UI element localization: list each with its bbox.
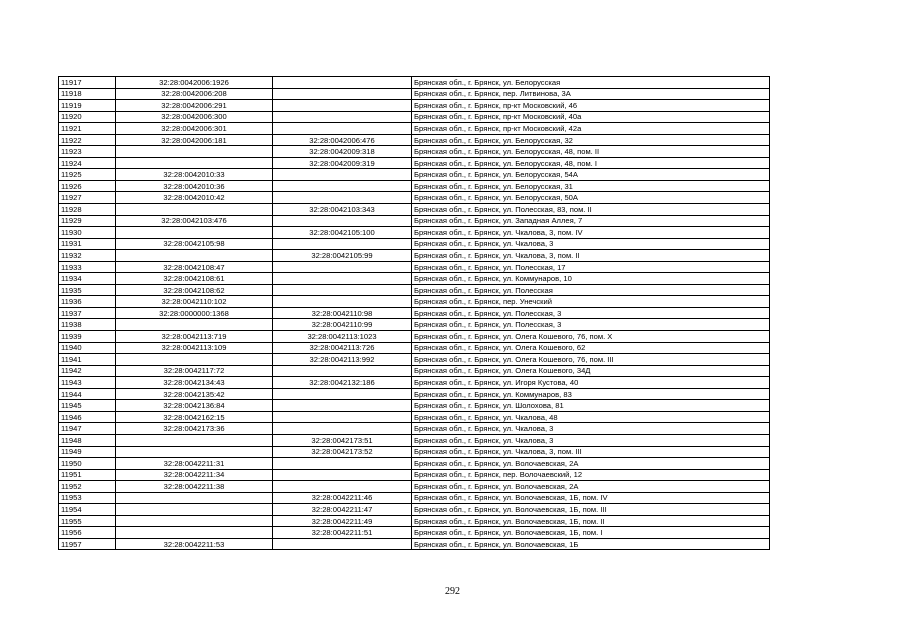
record-number-cell: 11942 <box>59 365 116 377</box>
table-row <box>59 100 770 112</box>
related-cadastral-number-cell: 32:28:0042006:476 <box>273 134 412 146</box>
cadastral-number-cell: 32:28:0042006:1926 <box>116 77 273 89</box>
cadastral-number-cell: 32:28:0042006:181 <box>116 134 273 146</box>
record-number-cell: 11926 <box>59 180 116 192</box>
address-cell: Брянская обл., г. Брянск, ул. Белорусская, 32 <box>412 134 770 146</box>
related-cadastral-number-cell <box>273 77 412 89</box>
cadastral-number-cell: 32:28:0042108:62 <box>116 284 273 296</box>
related-cadastral-number-cell <box>273 296 412 308</box>
address-cell: Брянская обл., г. Брянск, ул. Полесская, 3 <box>412 319 770 331</box>
related-cadastral-number-cell: 32:28:0042132:186 <box>273 377 412 389</box>
table-row <box>59 111 770 123</box>
cadastral-number-cell <box>116 515 273 527</box>
record-number-cell: 11945 <box>59 400 116 412</box>
table-row <box>59 261 770 273</box>
address-cell: Брянская обл., г. Брянск, ул. Чкалова, 3, пом. III <box>412 446 770 458</box>
cadastral-number-cell: 32:28:0042162:15 <box>116 411 273 423</box>
related-cadastral-number-cell: 32:28:0042211:46 <box>273 492 412 504</box>
record-number-cell: 11946 <box>59 411 116 423</box>
cadastral-number-cell <box>116 504 273 516</box>
related-cadastral-number-cell <box>273 365 412 377</box>
table-row <box>59 434 770 446</box>
related-cadastral-number-cell: 32:28:0042105:99 <box>273 250 412 262</box>
address-cell: Брянская обл., г. Брянск, ул. Олега Кошевого, 76, пом. III <box>412 354 770 366</box>
cadastral-number-cell <box>116 527 273 539</box>
record-number-cell: 11940 <box>59 342 116 354</box>
related-cadastral-number-cell: 32:28:0042173:51 <box>273 434 412 446</box>
table-row <box>59 481 770 493</box>
cadastral-number-cell <box>116 227 273 239</box>
table-row <box>59 157 770 169</box>
address-cell: Брянская обл., г. Брянск, ул. Коммунаров, 83 <box>412 388 770 400</box>
record-number-cell: 11948 <box>59 434 116 446</box>
table-row <box>59 365 770 377</box>
table-row <box>59 238 770 250</box>
related-cadastral-number-cell <box>273 261 412 273</box>
related-cadastral-number-cell <box>273 88 412 100</box>
cadastral-number-cell <box>116 157 273 169</box>
record-number-cell: 11936 <box>59 296 116 308</box>
related-cadastral-number-cell <box>273 411 412 423</box>
address-cell: Брянская обл., г. Брянск, ул. Чкалова, 48 <box>412 411 770 423</box>
related-cadastral-number-cell <box>273 123 412 135</box>
cadastral-number-cell <box>116 319 273 331</box>
cadastral-number-cell <box>116 250 273 262</box>
address-cell: Брянская обл., г. Брянск, ул. Полесская, 83, пом. II <box>412 204 770 216</box>
related-cadastral-number-cell <box>273 481 412 493</box>
table-row <box>59 204 770 216</box>
address-cell: Брянская обл., г. Брянск, ул. Волочаевская, 1Б <box>412 538 770 550</box>
table-row <box>59 458 770 470</box>
address-cell: Брянская обл., г. Брянск, ул. Шолохова, 81 <box>412 400 770 412</box>
table-row <box>59 307 770 319</box>
cadastral-number-cell: 32:28:0042211:53 <box>116 538 273 550</box>
record-number-cell: 11941 <box>59 354 116 366</box>
cadastral-number-cell: 32:28:0042010:42 <box>116 192 273 204</box>
related-cadastral-number-cell <box>273 180 412 192</box>
record-number-cell: 11921 <box>59 123 116 135</box>
related-cadastral-number-cell <box>273 284 412 296</box>
record-number-cell: 11939 <box>59 331 116 343</box>
table-row <box>59 227 770 239</box>
address-cell: Брянская обл., г. Брянск, ул. Белорусская, 31 <box>412 180 770 192</box>
record-number-cell: 11933 <box>59 261 116 273</box>
cadastral-number-cell: 32:28:0042117:72 <box>116 365 273 377</box>
address-cell: Брянская обл., г. Брянск, ул. Волочаевская, 1Б, пом. III <box>412 504 770 516</box>
address-cell: Брянская обл., г. Брянск, ул. Коммунаров, 10 <box>412 273 770 285</box>
related-cadastral-number-cell <box>273 469 412 481</box>
table-row <box>59 273 770 285</box>
related-cadastral-number-cell <box>273 192 412 204</box>
table-row <box>59 492 770 504</box>
related-cadastral-number-cell: 32:28:0042105:100 <box>273 227 412 239</box>
cadastral-number-cell: 32:28:0042110:102 <box>116 296 273 308</box>
cadastral-number-cell <box>116 446 273 458</box>
cadastral-number-cell: 32:28:0042211:34 <box>116 469 273 481</box>
record-number-cell: 11924 <box>59 157 116 169</box>
cadastral-number-cell: 32:28:0042134:43 <box>116 377 273 389</box>
table-row <box>59 504 770 516</box>
address-cell: Брянская обл., г. Брянск, ул. Полесская <box>412 284 770 296</box>
table-row <box>59 538 770 550</box>
table-row <box>59 169 770 181</box>
related-cadastral-number-cell <box>273 400 412 412</box>
table-row <box>59 215 770 227</box>
related-cadastral-number-cell: 32:28:0042103:343 <box>273 204 412 216</box>
address-cell: Брянская обл., г. Брянск, пер. Литвинова, 3А <box>412 88 770 100</box>
table-row <box>59 377 770 389</box>
address-cell: Брянская обл., г. Брянск, ул. Полесская, 3 <box>412 307 770 319</box>
address-cell: Брянская обл., г. Брянск, пр-кт Московский, 46 <box>412 100 770 112</box>
table-row <box>59 284 770 296</box>
cadastral-number-cell: 32:28:0042105:98 <box>116 238 273 250</box>
table-row <box>59 192 770 204</box>
cadastral-number-cell: 32:28:0042006:300 <box>116 111 273 123</box>
table-row <box>59 527 770 539</box>
address-cell: Брянская обл., г. Брянск, ул. Олега Кошевого, 34Д <box>412 365 770 377</box>
table-row <box>59 446 770 458</box>
address-cell: Брянская обл., г. Брянск, ул. Волочаевская, 1Б, пом. IV <box>412 492 770 504</box>
record-number-cell: 11934 <box>59 273 116 285</box>
registry-table <box>58 76 770 550</box>
table-row <box>59 77 770 89</box>
record-number-cell: 11938 <box>59 319 116 331</box>
table-row <box>59 296 770 308</box>
address-cell: Брянская обл., г. Брянск, ул. Олега Кошевого, 76, пом. X <box>412 331 770 343</box>
cadastral-number-cell: 32:28:0042113:719 <box>116 331 273 343</box>
record-number-cell: 11950 <box>59 458 116 470</box>
record-number-cell: 11937 <box>59 307 116 319</box>
address-cell: Брянская обл., г. Брянск, ул. Белорусская, 50А <box>412 192 770 204</box>
address-cell: Брянская обл., г. Брянск, ул. Белорусская, 48, пом. I <box>412 157 770 169</box>
table-row <box>59 423 770 435</box>
table-row <box>59 388 770 400</box>
cadastral-number-cell <box>116 146 273 158</box>
record-number-cell: 11922 <box>59 134 116 146</box>
related-cadastral-number-cell <box>273 215 412 227</box>
table-row <box>59 331 770 343</box>
cadastral-number-cell: 32:28:0042010:33 <box>116 169 273 181</box>
cadastral-number-cell: 32:28:0042136:84 <box>116 400 273 412</box>
cadastral-number-cell: 32:28:0042113:109 <box>116 342 273 354</box>
cadastral-number-cell: 32:28:0042173:36 <box>116 423 273 435</box>
related-cadastral-number-cell <box>273 273 412 285</box>
page-number: 292 <box>445 586 460 597</box>
address-cell: Брянская обл., г. Брянск, ул. Волочаевская, 2А <box>412 481 770 493</box>
table-row <box>59 88 770 100</box>
table-row <box>59 515 770 527</box>
record-number-cell: 11944 <box>59 388 116 400</box>
address-cell: Брянская обл., г. Брянск, пер. Волочаевский, 12 <box>412 469 770 481</box>
address-cell: Брянская обл., г. Брянск, пр-кт Московский, 40а <box>412 111 770 123</box>
related-cadastral-number-cell <box>273 388 412 400</box>
record-number-cell: 11917 <box>59 77 116 89</box>
related-cadastral-number-cell <box>273 238 412 250</box>
address-cell: Брянская обл., г. Брянск, ул. Олега Кошевого, 62 <box>412 342 770 354</box>
address-cell: Брянская обл., г. Брянск, ул. Белорусская, 48, пом. II <box>412 146 770 158</box>
address-cell: Брянская обл., г. Брянск, ул. Волочаевская, 1Б, пом. I <box>412 527 770 539</box>
table-row <box>59 250 770 262</box>
address-cell: Брянская обл., г. Брянск, ул. Белорусская, 54А <box>412 169 770 181</box>
table-row <box>59 411 770 423</box>
cadastral-number-cell: 32:28:0042135:42 <box>116 388 273 400</box>
related-cadastral-number-cell <box>273 111 412 123</box>
record-number-cell: 11935 <box>59 284 116 296</box>
related-cadastral-number-cell: 32:28:0042009:319 <box>273 157 412 169</box>
record-number-cell: 11919 <box>59 100 116 112</box>
record-number-cell: 11918 <box>59 88 116 100</box>
record-number-cell: 11957 <box>59 538 116 550</box>
cadastral-number-cell <box>116 354 273 366</box>
record-number-cell: 11955 <box>59 515 116 527</box>
address-cell: Брянская обл., г. Брянск, пр-кт Московский, 42а <box>412 123 770 135</box>
related-cadastral-number-cell: 32:28:0042113:726 <box>273 342 412 354</box>
record-number-cell: 11949 <box>59 446 116 458</box>
related-cadastral-number-cell <box>273 538 412 550</box>
address-cell: Брянская обл., г. Брянск, ул. Волочаевская, 1Б, пом. II <box>412 515 770 527</box>
table-row <box>59 134 770 146</box>
address-cell: Брянская обл., г. Брянск, ул. Волочаевская, 2А <box>412 458 770 470</box>
address-cell: Брянская обл., г. Брянск, ул. Чкалова, 3 <box>412 434 770 446</box>
address-cell: Брянская обл., г. Брянск, ул. Чкалова, 3 <box>412 423 770 435</box>
record-number-cell: 11931 <box>59 238 116 250</box>
related-cadastral-number-cell <box>273 169 412 181</box>
table-row <box>59 180 770 192</box>
related-cadastral-number-cell <box>273 423 412 435</box>
record-number-cell: 11932 <box>59 250 116 262</box>
record-number-cell: 11956 <box>59 527 116 539</box>
address-cell: Брянская обл., г. Брянск, ул. Полесская, 17 <box>412 261 770 273</box>
address-cell: Брянская обл., г. Брянск, ул. Игоря Кустова, 40 <box>412 377 770 389</box>
record-number-cell: 11923 <box>59 146 116 158</box>
related-cadastral-number-cell: 32:28:0042211:49 <box>273 515 412 527</box>
related-cadastral-number-cell: 32:28:0042113:992 <box>273 354 412 366</box>
address-cell: Брянская обл., г. Брянск, ул. Белорусская <box>412 77 770 89</box>
cadastral-number-cell: 32:28:0000000:1368 <box>116 307 273 319</box>
cadastral-number-cell: 32:28:0042108:61 <box>116 273 273 285</box>
cadastral-number-cell: 32:28:0042006:208 <box>116 88 273 100</box>
related-cadastral-number-cell: 32:28:0042173:52 <box>273 446 412 458</box>
table-row <box>59 319 770 331</box>
related-cadastral-number-cell <box>273 100 412 112</box>
related-cadastral-number-cell: 32:28:0042211:47 <box>273 504 412 516</box>
record-number-cell: 11929 <box>59 215 116 227</box>
table-row <box>59 400 770 412</box>
related-cadastral-number-cell: 32:28:0042113:1023 <box>273 331 412 343</box>
cadastral-number-cell: 32:28:0042108:47 <box>116 261 273 273</box>
related-cadastral-number-cell: 32:28:0042009:318 <box>273 146 412 158</box>
cadastral-number-cell: 32:28:0042006:291 <box>116 100 273 112</box>
address-cell: Брянская обл., г. Брянск, ул. Чкалова, 3, пом. IV <box>412 227 770 239</box>
record-number-cell: 11920 <box>59 111 116 123</box>
record-number-cell: 11951 <box>59 469 116 481</box>
related-cadastral-number-cell: 32:28:0042211:51 <box>273 527 412 539</box>
table-row <box>59 342 770 354</box>
record-number-cell: 11925 <box>59 169 116 181</box>
cadastral-number-cell: 32:28:0042103:476 <box>116 215 273 227</box>
address-cell: Брянская обл., г. Брянск, ул. Чкалова, 3 <box>412 238 770 250</box>
record-number-cell: 11947 <box>59 423 116 435</box>
record-number-cell: 11952 <box>59 481 116 493</box>
address-cell: Брянская обл., г. Брянск, ул. Западная Аллея, 7 <box>412 215 770 227</box>
record-number-cell: 11927 <box>59 192 116 204</box>
cadastral-number-cell: 32:28:0042010:36 <box>116 180 273 192</box>
cadastral-number-cell: 32:28:0042006:301 <box>116 123 273 135</box>
address-cell: Брянская обл., г. Брянск, ул. Чкалова, 3, пом. II <box>412 250 770 262</box>
cadastral-number-cell: 32:28:0042211:38 <box>116 481 273 493</box>
address-cell: Брянская обл., г. Брянск, пер. Унечский <box>412 296 770 308</box>
table-row <box>59 123 770 135</box>
table-row <box>59 469 770 481</box>
registry-table-body <box>59 77 770 550</box>
table-row <box>59 146 770 158</box>
record-number-cell: 11943 <box>59 377 116 389</box>
record-number-cell: 11928 <box>59 204 116 216</box>
cadastral-number-cell <box>116 434 273 446</box>
cadastral-number-cell: 32:28:0042211:31 <box>116 458 273 470</box>
related-cadastral-number-cell: 32:28:0042110:99 <box>273 319 412 331</box>
cadastral-number-cell <box>116 204 273 216</box>
cadastral-number-cell <box>116 492 273 504</box>
related-cadastral-number-cell <box>273 458 412 470</box>
table-row <box>59 354 770 366</box>
record-number-cell: 11953 <box>59 492 116 504</box>
record-number-cell: 11954 <box>59 504 116 516</box>
record-number-cell: 11930 <box>59 227 116 239</box>
related-cadastral-number-cell: 32:28:0042110:98 <box>273 307 412 319</box>
